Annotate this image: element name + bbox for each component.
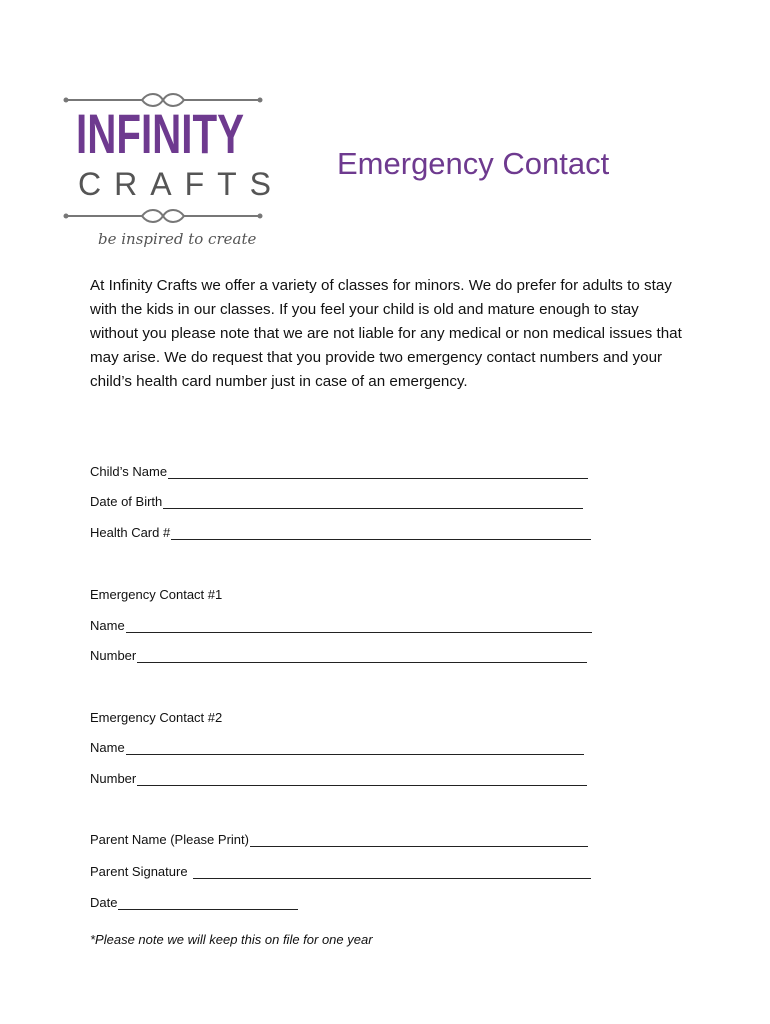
parent-signature-field[interactable] — [90, 864, 591, 879]
intro-paragraph: At Infinity Crafts we offer a variety of classes for minors. We do prefer for adults to stay with the kids in our classes. If you feel your child is old and mature enough to stay without you please note that we are not liable for any medical or non medical issues that may arise. We do request that you provide two emergency contact numbers and your child’s health card number just in case of an emergency. — [90, 277, 682, 390]
brand-top-text: INFINITY — [76, 102, 244, 165]
flourish-bottom-icon — [62, 206, 264, 226]
emergency-contact-1-heading: Emergency Contact #1 — [90, 587, 223, 602]
brand-bottom-text: CRAFTS — [78, 166, 284, 202]
parent-signature-label: Parent Signature — [90, 864, 188, 879]
contact2-number-line[interactable] — [137, 771, 587, 786]
contact2-name-field[interactable] — [90, 740, 584, 755]
emergency-contact-2-heading: Emergency Contact #2 — [90, 710, 223, 725]
parent-name-field[interactable] — [90, 832, 588, 847]
date-line[interactable] — [118, 895, 298, 910]
brand-tagline: be inspired to create — [98, 230, 257, 248]
contact2-name-label: Name — [90, 740, 125, 755]
child-name-field[interactable] — [90, 464, 588, 479]
contact1-number-field[interactable] — [90, 648, 587, 663]
health-card-label: Health Card # — [90, 525, 171, 540]
page-title: Emergency Contact — [337, 146, 610, 181]
date-of-birth-line[interactable] — [163, 494, 583, 509]
contact1-name-line[interactable] — [126, 618, 592, 633]
date-of-birth-field[interactable] — [90, 494, 583, 509]
health-card-field[interactable] — [90, 525, 591, 540]
contact1-name-field[interactable] — [90, 618, 592, 633]
parent-signature-line[interactable] — [193, 864, 591, 879]
date-field[interactable] — [90, 895, 298, 910]
contact2-name-line[interactable] — [126, 740, 584, 755]
child-name-label: Child’s Name — [90, 464, 168, 479]
contact2-number-label: Number — [90, 771, 137, 786]
retention-note: *Please note we will keep this on file for one year — [90, 932, 373, 947]
contact1-number-line[interactable] — [137, 648, 587, 663]
parent-name-label: Parent Name (Please Print) — [90, 832, 249, 847]
date-of-birth-label: Date of Birth — [90, 494, 163, 509]
parent-name-line[interactable] — [250, 832, 588, 847]
health-card-line[interactable] — [171, 525, 591, 540]
child-name-line[interactable] — [168, 464, 588, 479]
contact1-name-label: Name — [90, 618, 125, 633]
contact1-number-label: Number — [90, 648, 137, 663]
date-label: Date — [90, 895, 118, 910]
infinity-crafts-logo — [62, 88, 284, 256]
contact2-number-field[interactable] — [90, 771, 587, 786]
